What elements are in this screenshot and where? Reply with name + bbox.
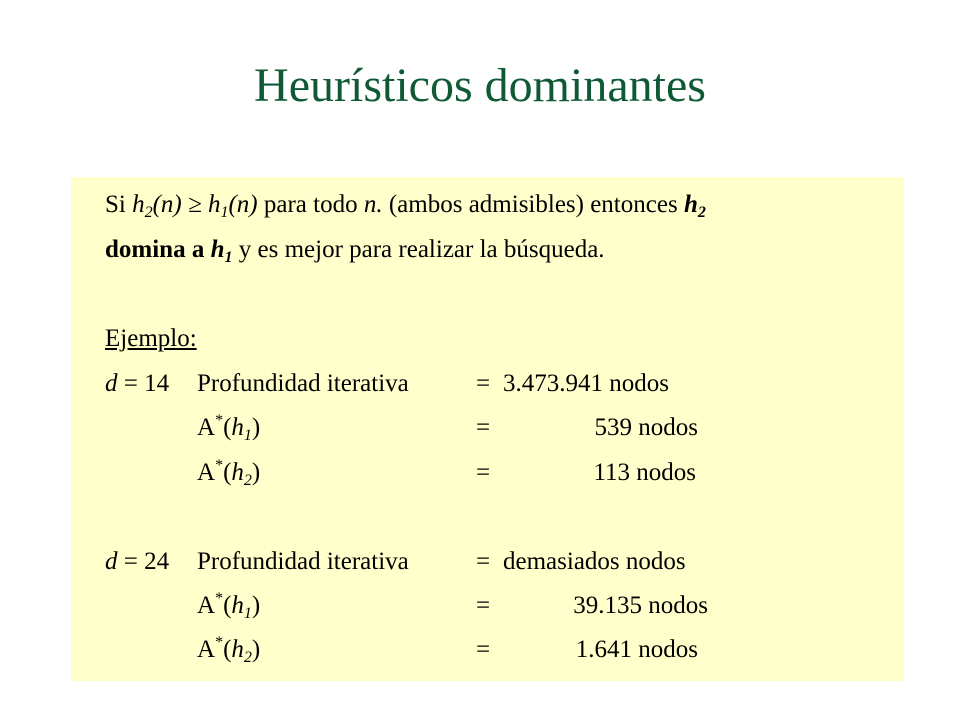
group-2-row-1-value: demasiados nodos bbox=[503, 548, 686, 575]
intro-rest-3: y es mejor para realizar la búsqueda. bbox=[238, 236, 605, 263]
group-1-row-2-eq: = bbox=[476, 414, 491, 441]
intro-si: Si bbox=[105, 191, 126, 218]
group-2-row-2-name: $A^*(h_1)$ bbox=[197, 590, 261, 622]
group-2-row-2-value: 39.135 nodos bbox=[573, 592, 708, 619]
h2-bold: $h_2$ bbox=[683, 191, 706, 221]
group-1-row-3-name: $A^*(h_2)$ bbox=[197, 457, 261, 489]
group-1-row-1-value: 3.473.941 nodos bbox=[503, 370, 669, 397]
h2-term: $h_2(n) \ge h_1(n)$ bbox=[132, 191, 258, 221]
group-2-row-1-eq: = bbox=[476, 548, 491, 575]
group-1-row-3-eq: = bbox=[476, 459, 491, 486]
group-2-row-3-value: 1.641 nodos bbox=[575, 636, 698, 663]
group-2-row-3-name: $A^*(h_2)$ bbox=[197, 634, 261, 666]
group-2-row-3-eq: = bbox=[476, 636, 491, 663]
group-1-row-2-value: 539 nodos bbox=[594, 414, 698, 441]
group-2-row-2-eq: = bbox=[476, 592, 491, 619]
intro-domina: domina a bbox=[105, 236, 205, 263]
intro-line-1 bbox=[105, 191, 706, 221]
group-1-row-1-eq: = bbox=[476, 370, 491, 397]
group-1-row-2-name: $A^*(h_1)$ bbox=[197, 412, 261, 444]
group-1-row-1-name: Profundidad iterativa bbox=[197, 370, 409, 397]
group-1-row-3-value: 113 nodos bbox=[593, 459, 696, 486]
intro-n-var: n. bbox=[363, 191, 383, 218]
intro-rest-2: (ambos admisibles) entonces bbox=[388, 191, 678, 218]
intro-line-2 bbox=[105, 236, 605, 266]
group-2-depth: d = 24 bbox=[105, 548, 170, 575]
intro-rest-1: para todo bbox=[263, 191, 358, 218]
example-label: Ejemplo: bbox=[105, 325, 197, 352]
h1-bold: $h_1$ bbox=[210, 236, 233, 266]
group-2-row-1-name: Profundidad iterativa bbox=[197, 548, 409, 575]
slide-title: Heurísticos dominantes bbox=[254, 59, 706, 112]
group-1-depth: d = 14 bbox=[105, 370, 170, 397]
